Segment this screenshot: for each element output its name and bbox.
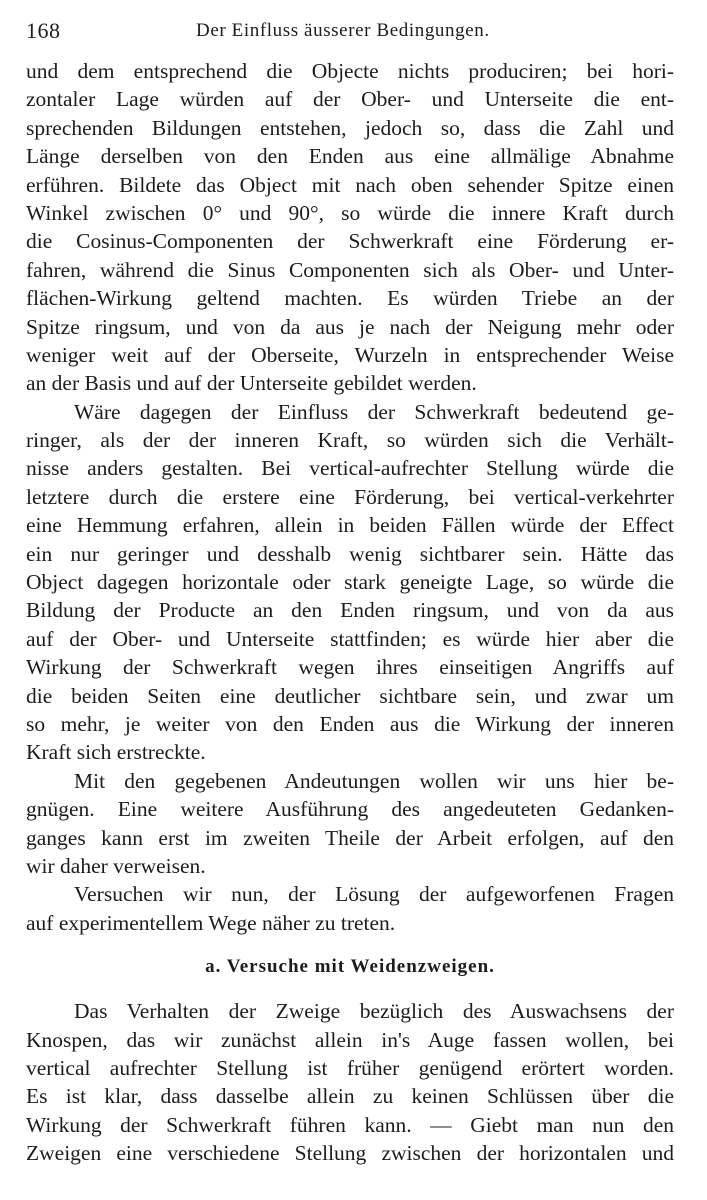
paragraph-4 — [26, 880, 674, 937]
section-heading: a. Versuche mit Weidenzweigen. — [205, 956, 495, 978]
text-line: Wirkung der Schwerkraft führen kann. — Giebt man nun den — [26, 1112, 674, 1137]
text-line: Versuchen wir nun, der Lösung der aufgeworfenen Fragen — [74, 882, 674, 907]
text-line: nisse anders gestalten. Bei vertical-aufrechter Stellung würde die — [26, 456, 674, 481]
text-line: auf der Ober- und Unterseite stattfinden; es würde hier aber die — [26, 626, 674, 651]
text-line: so mehr, je weiter von den Enden aus die Wirkung der inneren — [26, 711, 674, 736]
text-line: gnügen. Eine weitere Ausführung des angedeuteten Gedanken- — [26, 797, 674, 822]
text-line: zontaler Lage würden auf der Ober- und Unterseite die ent- — [26, 87, 674, 112]
text-line: letztere durch die erstere eine Förderung, bei vertical-verkehrter — [26, 484, 674, 509]
text-line: die Cosinus-Componenten der Schwerkraft eine Förderung er- — [26, 229, 674, 254]
text-line: Zweigen eine verschiedene Stellung zwischen der horizontalen und — [26, 1141, 674, 1166]
text-line: Kraft sich erstreckte. — [26, 740, 206, 765]
text-line: die beiden Seiten eine deutlicher sichtbare sein, und zwar um — [26, 683, 674, 708]
text-line: Spitze ringsum, und von da aus je nach der Neigung mehr oder — [26, 314, 674, 339]
body-text — [26, 57, 674, 1167]
text-line: ganges kann erst im zweiten Theile der Arbeit erfolgen, auf den — [26, 825, 674, 850]
paragraph-1 — [26, 57, 674, 398]
section-paragraph — [26, 997, 674, 1167]
text-line: Winkel zwischen 0° und 90°, so würde die innere Kraft durch — [26, 200, 674, 225]
text-line: auf experimentellem Wege näher zu treten. — [26, 910, 396, 935]
text-line: Bildung der Producte an den Enden ringsum, und von da aus — [26, 598, 674, 623]
text-line: wir daher verweisen. — [26, 853, 206, 878]
text-line: Object dagegen horizontale oder stark geneigte Lage, so würde die — [26, 570, 674, 595]
text-line: Es ist klar, dass dasselbe allein zu keinen Schlüssen über die — [26, 1084, 674, 1109]
text-line: flächen-Wirkung geltend machten. Es würden Triebe an der — [26, 286, 674, 311]
page-number: 168 — [26, 18, 61, 43]
text-line: Mit den gegebenen Andeutungen wollen wir uns hier be- — [74, 768, 674, 793]
text-line: ein nur geringer und desshalb wenig sichtbarer sein. Hätte das — [26, 541, 674, 566]
text-line: vertical aufrechter Stellung ist früher genügend erörtert worden. — [26, 1055, 674, 1080]
running-head — [26, 18, 676, 48]
paragraph-3 — [26, 767, 674, 881]
text-line: und dem entsprechend die Objecte nichts produciren; bei hori- — [26, 59, 674, 83]
text-line: sprechenden Bildungen entstehen, jedoch so, dass die Zahl und — [26, 115, 674, 140]
text-line: erführen. Bildete das Object mit nach oben sehender Spitze einen — [26, 172, 674, 197]
text-line: Knospen, das wir zunächst allein in's Auge fassen wollen, bei — [26, 1027, 674, 1052]
text-line: an der Basis und auf der Unterseite gebildet werden. — [26, 371, 477, 396]
text-line: ringer, als der der inneren Kraft, so würden sich die Verhält- — [26, 428, 674, 453]
text-line: Das Verhalten der Zweige bezüglich des Auswachsens der — [74, 999, 674, 1024]
text-line: fahren, während die Sinus Componenten sich als Ober- und Unter- — [26, 257, 674, 282]
running-title: Der Einfluss äusserer Bedingungen. — [196, 20, 490, 41]
text-line: Wirkung der Schwerkraft wegen ihres einseitigen Angriffs auf — [26, 655, 674, 680]
paragraph-2 — [26, 398, 674, 767]
text-line: Wäre dagegen der Einfluss der Schwerkraft bedeutend ge- — [74, 399, 674, 424]
text-line: eine Hemmung erfahren, allein in beiden Fällen würde der Effect — [26, 513, 674, 538]
text-line: Länge derselben von den Enden aus eine allmälige Abnahme — [26, 144, 674, 169]
text-line: weniger weit auf der Oberseite, Wurzeln in entsprechender Weise — [26, 342, 674, 367]
